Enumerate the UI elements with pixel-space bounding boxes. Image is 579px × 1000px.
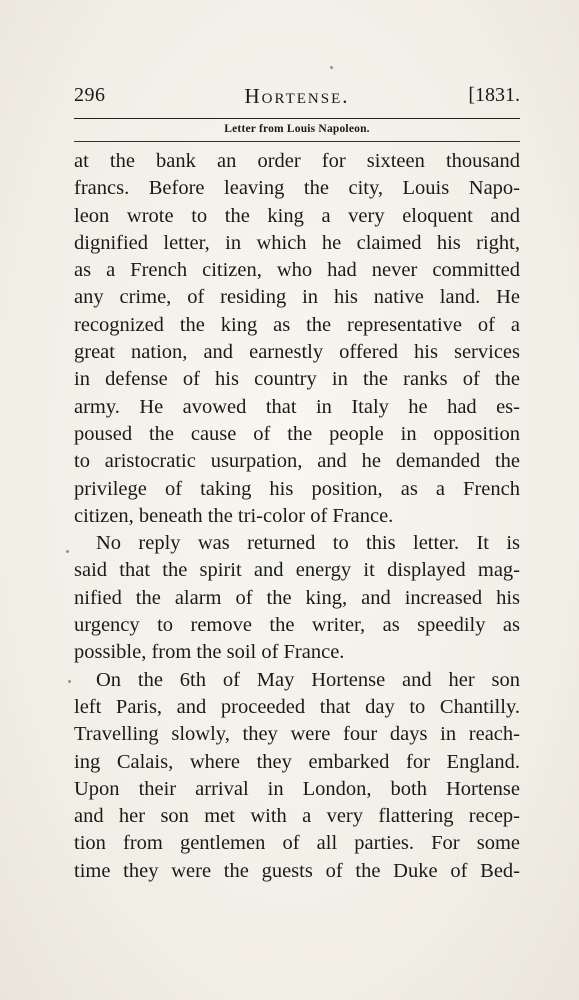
page-number: 296 bbox=[74, 84, 106, 106]
ink-speck bbox=[330, 66, 333, 69]
ink-speck bbox=[66, 550, 69, 553]
text-line: left Paris, and proceeded that day to Chantilly. bbox=[74, 695, 520, 718]
body-text bbox=[74, 148, 520, 885]
text-line: and her son met with a very flattering recep- bbox=[74, 805, 520, 828]
text-line: any crime, of residing in his native land. He bbox=[74, 286, 520, 309]
running-year: [1831. bbox=[468, 84, 520, 106]
text-line: possible, from the soil of France. bbox=[74, 641, 345, 664]
ink-speck bbox=[68, 680, 71, 683]
text-line: time they were the guests of the Duke of Bed- bbox=[74, 859, 520, 882]
subheading-rule bbox=[74, 141, 520, 142]
text-line: as a French citizen, who had never committed bbox=[74, 259, 520, 282]
text-line: in defense of his country in the ranks of the bbox=[74, 368, 520, 391]
text-line: great nation, and earnestly offered his services bbox=[74, 341, 520, 364]
text-line: nified the alarm of the king, and increased his bbox=[74, 586, 520, 609]
text-line: recognized the king as the representative of a bbox=[74, 313, 520, 336]
header-rule bbox=[74, 118, 520, 119]
text-line: leon wrote to the king a very eloquent and bbox=[74, 204, 520, 227]
text-line: On the 6th of May Hortense and her son bbox=[96, 668, 520, 691]
text-line: army. He avowed that in Italy he had es- bbox=[74, 395, 520, 418]
running-title: Hortense. bbox=[244, 84, 350, 108]
text-line: No reply was returned to this letter. It is bbox=[96, 532, 520, 555]
text-line: Travelling slowly, they were four days in reach- bbox=[74, 723, 520, 746]
section-subheading: Letter from Louis Napoleon. bbox=[224, 123, 370, 135]
text-line: privilege of taking his position, as a French bbox=[74, 477, 520, 500]
text-line: citizen, beneath the tri-color of France. bbox=[74, 504, 394, 527]
text-line: dignified letter, in which he claimed his right, bbox=[74, 231, 520, 254]
text-line: ing Calais, where they embarked for England. bbox=[74, 750, 520, 773]
text-line: at the bank an order for sixteen thousand bbox=[74, 150, 520, 172]
text-line: poused the cause of the people in opposition bbox=[74, 422, 520, 445]
text-line: to aristocratic usurpation, and he demanded the bbox=[74, 450, 520, 473]
running-head bbox=[74, 84, 520, 112]
text-line: francs. Before leaving the city, Louis Napo- bbox=[74, 177, 520, 200]
text-line: said that the spirit and energy it displayed mag- bbox=[74, 559, 520, 582]
text-line: Upon their arrival in London, both Hortense bbox=[74, 777, 520, 800]
text-line: tion from gentlemen of all parties. For some bbox=[74, 832, 520, 855]
text-line: urgency to remove the writer, as speedily as bbox=[74, 614, 520, 637]
